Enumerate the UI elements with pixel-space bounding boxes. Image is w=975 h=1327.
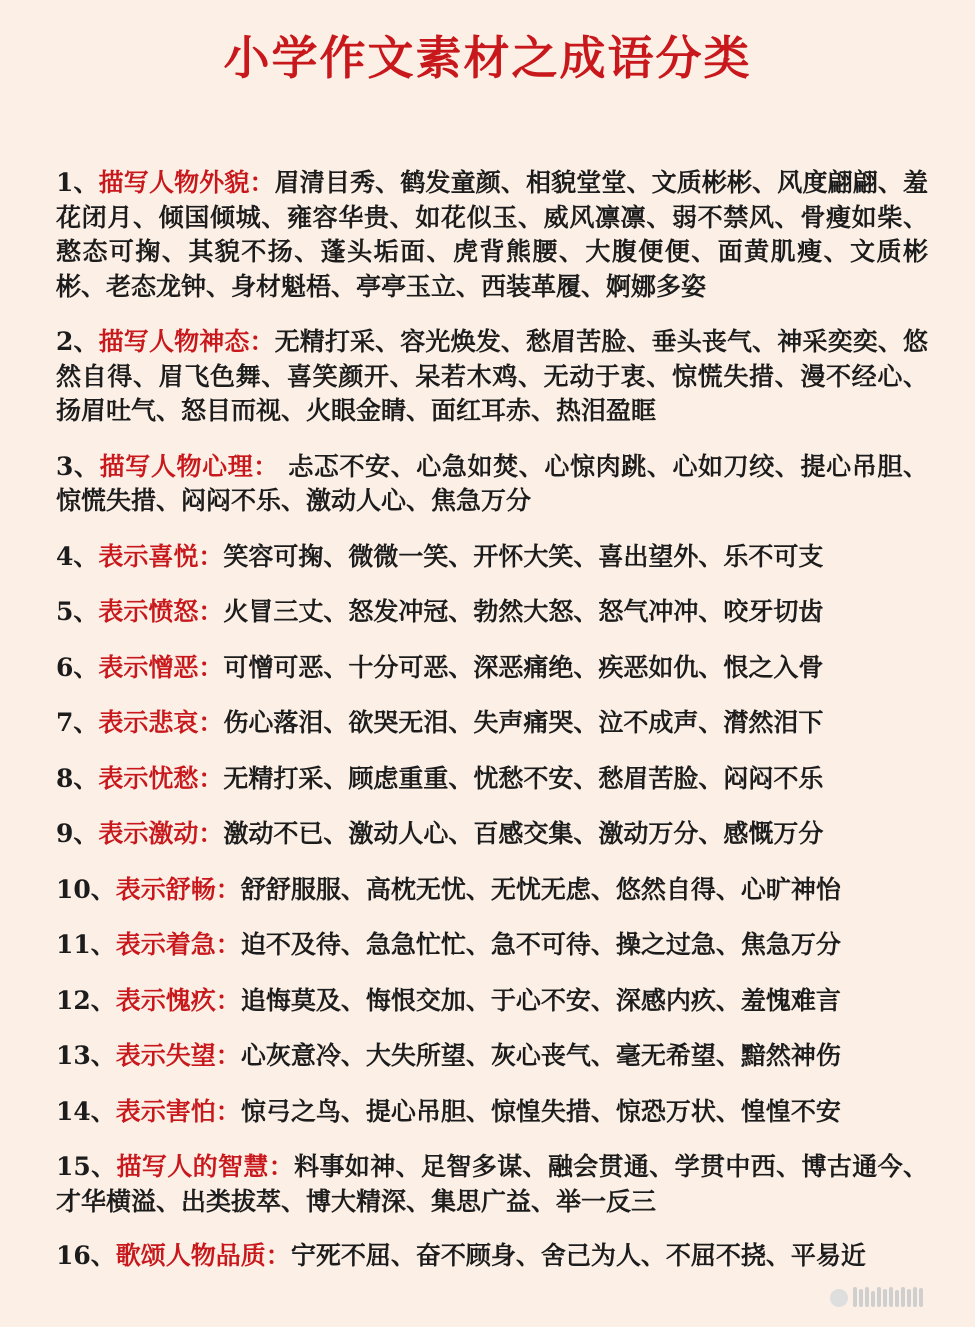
item-category: 表示失望： — [115, 1041, 241, 1070]
item-content: 火冒三丈、怒发冲冠、勃然大怒、怒气冲冲、咬牙切齿 — [223, 597, 824, 626]
list-item — [56, 762, 928, 797]
item-category: 表示愤怒： — [98, 597, 224, 626]
item-content: 无精打采、顾虑重重、忧愁不安、愁眉苦脸、闷闷不乐 — [223, 763, 824, 793]
item-category: 表示舒畅： — [115, 874, 241, 904]
page-title: 小学作文素材之成语分类 — [223, 31, 752, 85]
item-content: 激动不已、激动人心、百感交集、激动万分、感慨万分 — [223, 819, 824, 848]
item-content: 可憎可恶、十分可恶、深恶痛绝、疾恶如仇、恨之入骨 — [223, 652, 824, 682]
item-number: 6、 — [56, 652, 99, 682]
item-number: 5、 — [56, 597, 99, 626]
scroll-indicator — [830, 1285, 930, 1307]
item-number: 4、 — [56, 541, 99, 571]
item-category: 表示愧疚： — [115, 985, 241, 1015]
item-number: 3、 — [56, 451, 100, 481]
list-item — [56, 595, 928, 630]
item-category: 描写人物外貌： — [98, 168, 275, 197]
item-number: 1、 — [56, 168, 99, 197]
list-item — [56, 540, 928, 575]
list-item — [56, 817, 928, 852]
item-number: 13、 — [56, 1041, 116, 1070]
item-category: 表示激动： — [98, 819, 224, 848]
item-number: 16、 — [56, 1241, 116, 1270]
item-category: 歌颂人物品质： — [115, 1241, 291, 1270]
list-item — [56, 1239, 928, 1274]
item-content: 舒舒服服、高枕无忧、无忧无虑、悠然自得、心旷神怡 — [240, 874, 841, 904]
item-number: 7、 — [56, 708, 99, 737]
item-category: 表示喜悦： — [98, 541, 224, 571]
item-content: 惊弓之鸟、提心吊胆、惊惶失措、惊恐万状、惶惶不安 — [240, 1096, 841, 1126]
item-number: 15、 — [56, 1152, 117, 1181]
list-item — [56, 325, 928, 429]
item-content: 眉清目秀、鹤发童颜、相貌堂堂、文质彬彬、风度翩翩、羞花闭月、倾国倾城、雍容华贵、如花似玉、威风凛凛、弱不禁风、骨瘦如柴、憨态可掬、其貌不扬、蓬头垢面、虎背熊腰、大腹便便、面黄肌瘦、文质彬彬、老态龙钟、身材魁梧、亭亭玉立、西装革履、婀娜多姿 — [56, 168, 928, 301]
item-category: 表示害怕： — [115, 1096, 241, 1126]
item-content: 忐忑不安、心急如焚、心惊肉跳、心如刀绞、提心吊胆、惊慌失措、闷闷不乐、激动人心、焦急万分 — [56, 451, 928, 515]
item-content: 伤心落泪、欲哭无泪、失声痛哭、泣不成声、潸然泪下 — [223, 708, 824, 737]
item-category: 描写人物神态： — [98, 327, 275, 356]
item-content: 料事如神、足智多谋、融会贯通、学贯中西、博古通今、才华横溢、出类拔萃、博大精深、集思广益、举一反三 — [56, 1152, 928, 1216]
item-category: 表示着急： — [115, 930, 241, 959]
list-item — [56, 873, 928, 908]
list-item — [56, 1095, 928, 1130]
item-category: 表示悲哀： — [98, 708, 224, 737]
item-category: 描写人物心理： — [99, 451, 279, 481]
item-number: 9、 — [56, 819, 99, 848]
list-item — [56, 166, 928, 304]
list-item — [56, 1150, 928, 1219]
item-content: 宁死不屈、奋不顾身、舍己为人、不屈不挠、平易近 — [290, 1241, 866, 1270]
list-item — [56, 1039, 928, 1074]
list-item — [56, 450, 928, 519]
idiom-list — [56, 166, 928, 1295]
list-item — [56, 984, 928, 1019]
item-number: 2、 — [56, 327, 99, 356]
item-content: 笑容可掬、微微一笑、开怀大笑、喜出望外、乐不可支 — [223, 541, 824, 571]
list-item — [56, 928, 928, 963]
item-number: 11、 — [56, 930, 116, 959]
list-item — [56, 651, 928, 686]
item-content: 追悔莫及、悔恨交加、于心不安、深感内疚、羞愧难言 — [240, 985, 841, 1015]
item-number: 14、 — [56, 1096, 116, 1126]
item-number: 10、 — [56, 874, 116, 904]
list-item — [56, 706, 928, 741]
item-number: 8、 — [56, 763, 99, 793]
item-content: 心灰意冷、大失所望、灰心丧气、毫无希望、黯然神伤 — [240, 1041, 841, 1070]
item-category: 表示忧愁： — [98, 763, 224, 793]
item-category: 描写人的智慧： — [116, 1152, 295, 1181]
item-content: 迫不及待、急急忙忙、急不可待、操之过急、焦急万分 — [240, 930, 841, 959]
item-content: 无精打采、容光焕发、愁眉苦脸、垂头丧气、神采奕奕、悠然自得、眉飞色舞、喜笑颜开、呆若木鸡、无动于衷、惊慌失措、漫不经心、扬眉吐气、怒目而视、火眼金睛、面红耳赤、热泪盈眶 — [56, 327, 928, 425]
scroll-dot-icon — [830, 1289, 848, 1307]
item-number: 12、 — [56, 985, 116, 1015]
item-category: 表示憎恶： — [98, 652, 224, 682]
